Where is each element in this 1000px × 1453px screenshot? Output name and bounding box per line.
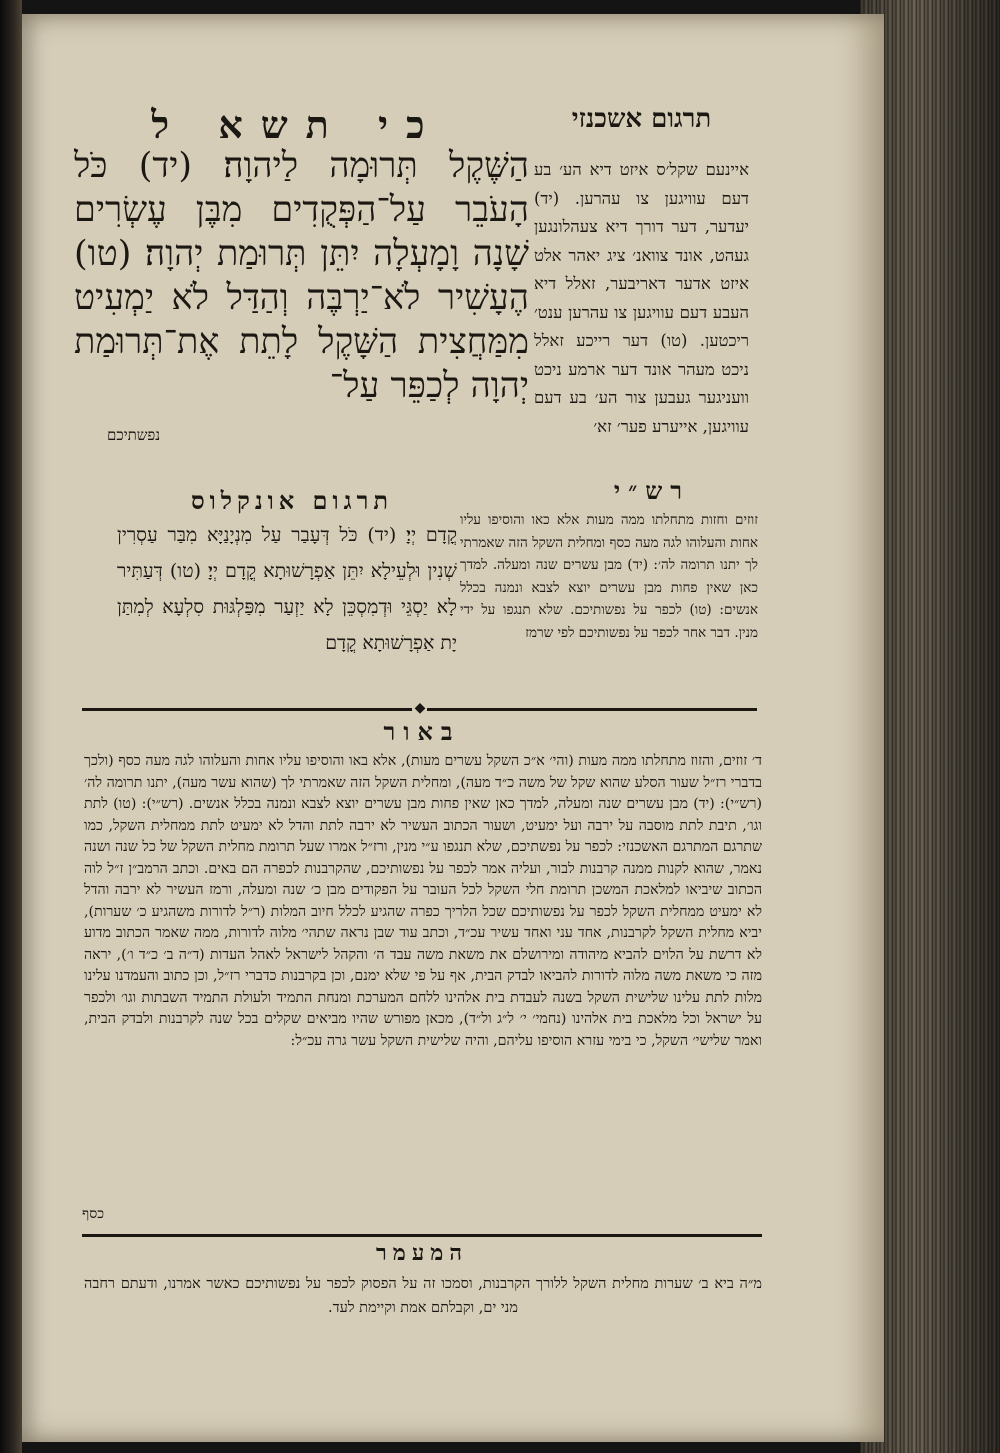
onkelos-text: קֳדָם יְיָ׃ (יד) כֹּל דְּעָבַר עַל מִנְיָנַיָּא מִבַּר עַסְרִין שְׁנִין וּלְעֵילָא יִתֵּן אַפְרָשׁוּתָא קֳדָם יְיָ׃ (טו) דְּעַתִּיר לָא יַסְגֵּי וּדְמִסְכֵּן לָא יַזְעַר מִפַּלְגּוּת סִלְעָא לְמִתַּן יָת אַפְרָשׁוּתָא קֳדָם — [117, 524, 457, 654]
hameasef-title: המעמר — [376, 1240, 468, 1266]
torah-text: הַשֶּׁקֶל תְּרוּמָה לַיהוָה׃ (יד) כֹּל הָעֹבֵר עַל־הַפְּקֻדִים מִבֶּן עֶשְׂרִים שָׁנָה וָמָעְלָה יִתֵּן תְּרוּמַת יְהוָה׃ (טו) הֶעָשִׁיר לֹא־יַרְבֶּה וְהַדַּל לֹא יַמְעִיט מִמַּחֲצִית הַשָּׁקֶל לָתֵת אֶת־תְּרוּמַת יְהוָה לְכַפֵּר עַל־ — [74, 146, 529, 406]
divider-bottom — [82, 1234, 762, 1237]
biur-catchword: כסף — [82, 1206, 105, 1222]
rashi-title: רש״י — [613, 476, 691, 505]
biur-text: ד׳ זוזים, והזוז מתחלתו ממה מעות (והי׳ א״כ השקל עשרים מעות), אלא באו והוסיפו עליו אחות והעלוהו לגה מעה כסף (ולכך בדברי רז״ל שעור הסלע שהוא שקל של משה כ״ד מעה), ומחלית השקל הזה שאמרתי לך (שהוא עשר מעה), יתנו תרומה לה׳ (רש״י): (יד) מבן עשרים שנה ומעלה, למדך כאן שאין פחות מבן עשרים יוצא לצבא ונמנה בכלל אנשים. (רש״י): (טו) לתת וגו׳, תיבת לתת מוסבה על ירבה ועל ימעיט, ושעור הכתוב העשיר לא ירבה לתת והדל לא ימעיט לתת ממחלית השקל, כמו שתרגם המתרגם האשכנזי: לכפר על נפשתיכם, שלא תנגפו ע״י מנין, ורז״ל אמרו שעל תרומת מחלית השקל של כל שנה ושנה נאמר, שהוא לקנות ממנה קרבנות לבור, ועליה אמר לכפר על נפשותיכם, שהקרבנות לכפרה הם באים. וכתב הרמב״ן ז״ל לוה הכתוב שיביאו למלאכת המשכן תרומת חלי השקל לכל העובר על הפקודים מבן כ׳ שנה ומעלה, ורמז העשיר לא ירבה והדל לא ימעיט ממחלית השקל לכפר על נפשותיכם שכל הלריך כפרה שהגיע לכלל חיוב המלות (ר״ל לדורות משהגיע כ׳ שערות), יביא מחלית השקל לקרבנות, אחד עני ואחד עשיר עכ״ד, וכתב עוד שבן נראה שתהי׳ מלוה לדורות, ממה שאמר הכתוב מדוע לא דרשת על הלוים להביא מיהודה ומירושלם את משאת משה עבד ה׳ והקהל לישראל לאהל העדות (ד״ה ב׳ כ״ד ו׳), יראה מזה כי משאת משה מלוה לדורות להביאו לבדק הבית, אף על פי שלא ימנם, וכן בקרבנות כדברי רז״ל, וכן כתוב והעמדנו עלינו מלות לתת עלינו שלישית השקל בשנה לעבדת בית אלהינו ללחם המערכת ומנחת התמיד ולעולת התמיד השבתות וגו׳ ולכפר על ישראל וכל מלאכת בית אלהינו (נחמי׳ י׳ ל״ג ול״ד), מכאן מפורש שהיו מביאים שקלים בכל שנה לקרבנות ולבדק הבית, ואמר שלישי׳ השקל, כי בימי עזרא הוסיפו עליהם, והיה שלישית השקל עשר גרה עכ״ל: — [84, 753, 762, 1049]
onkelos-title: תרגום אונקלוס — [190, 486, 394, 515]
hameasef-text: מ״ה ביא ב׳ שערות מחלית השקל ללורך הקרבנות, וסמכו זה על הפסוק לכפר על נפשותיכם כאשר אמרנו, ודעתם רחבה מני ים, וקבלתם אמת וקיימת לעד. — [84, 1276, 762, 1316]
torah-catchword: נפשתיכם — [107, 426, 161, 444]
divider-ornament: ◆ — [414, 700, 426, 716]
parasha-header: כי תשא ל — [151, 102, 443, 147]
rashi-text: זוזים וחזות מתחלתו ממה מעות אלא כאו והוסיפו עליו אחות והעלוהו לגה מעה כסף ומחלית השקל הזה שאמרתי לך יתנו תרומה לה׳: (יד) מבן עשרים שנה ומעלה. למדך כאן שאין פחות מבן עשרים יוצא לצבא ונמנה בכלל אנשים: (טו) לכפר על נפשותיכם. שלא תנגפו על ידי מנין. דבר אחר לכפר על נפשותיכם לפי שרמז — [460, 512, 758, 641]
book-spine — [0, 0, 22, 1453]
german-translation: איינעם שקל׳ס איזט דיא הע׳ בע דעם עוויגען צו עהרען. (יד) יעדער, דער דורך דיא צעהלונגען געהט, אונד צוואנ׳ ציג יאהר אלט איזט אדער דאריבער, זאלל דיא העבע דעם עוויגען צו עהרען ענט׳ ריכטען. (טו) דער רייכע זאלל ניכט מעהר אונד דער ארמע ניכט וועניגער געבען צור הע׳ בע דעם עוויגען, אייערע פער׳ זא׳ — [534, 160, 749, 436]
targum-ashkenazi-header: תרגום אשכנזי — [571, 104, 712, 134]
book-page — [22, 14, 884, 1442]
biur-title: באור — [383, 717, 461, 746]
divider-left — [82, 708, 412, 711]
divider-right — [427, 708, 757, 711]
